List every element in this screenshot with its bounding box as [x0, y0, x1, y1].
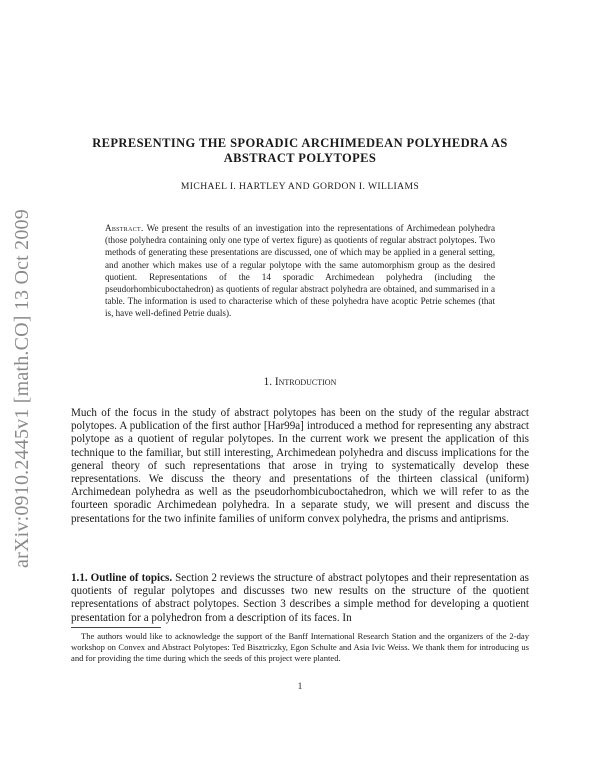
page-number: 1 [297, 681, 303, 691]
subsection-heading: 1.1. Outline of topics. [71, 572, 173, 584]
section-title: Introduction [274, 376, 337, 388]
intro-paragraph: Much of the focus in the study of abstract polytopes has been on the study of the regular abstract polytopes. A publication of the first author [Har99a] introduced a method for representing any abstract polytope as a quotient of regular polytopes. In the current work we present the application of this technique to the familiar, but still interesting, Archimedean polyhedra and discuss implications for the general theory of such representations that arose in trying to systematically develop these representations. We discuss the theory and presentations of the thirteen classical (uniform) Archimedean polyhedra as well as the pseudorhombicuboctahedron, which we will refer to as the fourteen sporadic Archimedean polyhedra. In a separate study, we will present and discuss the presentations for the two infinite families of uniform convex polyhedra, the prisms and antiprisms. [71, 407, 529, 525]
title-line-1: REPRESENTING THE SPORADIC ARCHIMEDEAN POLYHEDRA AS [92, 136, 508, 150]
footnote-rule [71, 627, 161, 628]
paper-title [60, 136, 540, 166]
arxiv-identifier-text: arXiv:0910.2445v1 [math.CO] 13 Oct 2009 [10, 208, 33, 568]
abstract [105, 222, 495, 320]
author-list: MICHAEL I. HARTLEY AND GORDON I. WILLIAMS [180, 181, 420, 192]
subsection-text: Section 2 reviews the structure of abstract polytopes and their representation as quotients of regular polytopes and discusses two new results on the structure of the quotient representations of abstract polytopes. Section 3 describes a simple method for developing a quotient presentation for a polyhedron from a description of its faces. In [71, 572, 530, 624]
title-line-2: ABSTRACT POLYTOPES [223, 151, 377, 165]
section-number: 1. [263, 376, 273, 388]
section-heading [60, 376, 540, 388]
arxiv-identifier [4, 198, 40, 578]
footnote: The authors would like to acknowledge the support of the Banff International Research Station and the organizers of the 2-day workshop on Convex and Abstract Polytopes: Ted Bisztriczky, Egon Schulte and Asia Ivic Weiss. We thank them for introducing us and for providing the time during which the seeds of this project were planted. [71, 631, 529, 664]
abstract-label: Abstract. [105, 223, 144, 233]
subsection-paragraph [71, 572, 529, 625]
abstract-text: We present the results of an investigation into the representations of Archimedean polyhedra (those polyhedra containing only one type of vertex figure) as quotients of regular abstract polytopes. Two methods of generating these presentations are discussed, one of which may be applied in a general setting, and another which makes use of a regular polytope with the same automorphism group as the desired quotient. Representations of the 14 sporadic Archimedean polyhedra (including the pseudorhombicuboctahedron) as quotients of regular abstract polyhedra are obtained, and summarised in a table. The information is used to characterise which of these polyhedra have acoptic Petrie schemes (that is, have well-defined Petrie duals). [105, 223, 495, 319]
